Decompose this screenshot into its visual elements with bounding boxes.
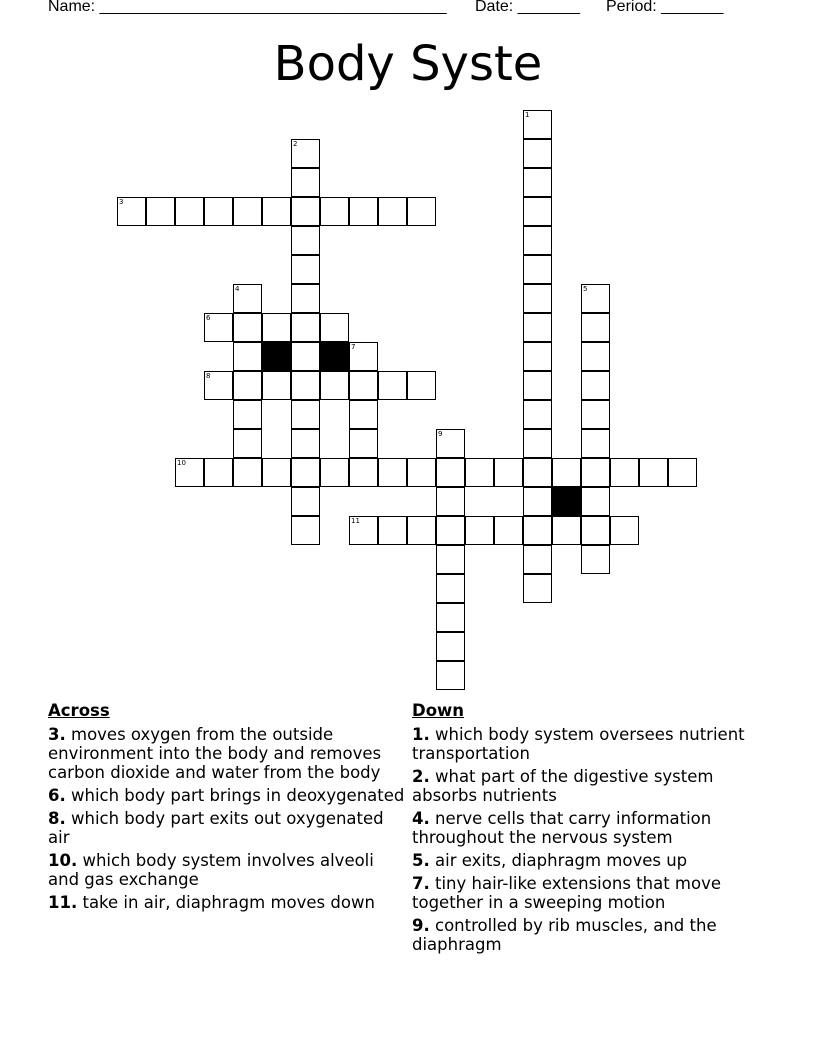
crossword-cell[interactable]: [436, 661, 465, 690]
crossword-cell[interactable]: [233, 371, 262, 400]
crossword-cell[interactable]: [349, 458, 378, 487]
crossword-cell[interactable]: [523, 516, 552, 545]
crossword-cell[interactable]: [523, 110, 552, 139]
clue-text: which body part brings in deoxygenated: [65, 786, 405, 805]
crossword-cell[interactable]: [262, 458, 291, 487]
crossword-cell[interactable]: [610, 516, 639, 545]
crossword-cell[interactable]: [610, 458, 639, 487]
crossword-cell[interactable]: [291, 458, 320, 487]
clue-text: controlled by rib muscles, and the diaphragm: [412, 916, 717, 954]
across-heading: Across: [48, 701, 110, 720]
cell-number: 4: [235, 285, 240, 293]
crossword-cell[interactable]: [320, 371, 349, 400]
crossword-cell[interactable]: [581, 400, 610, 429]
clue-text: nerve cells that carry information throughout the nervous system: [412, 809, 712, 847]
crossword-cell[interactable]: [523, 284, 552, 313]
crossword-cell[interactable]: [436, 545, 465, 574]
clue-number: 8.: [48, 809, 66, 828]
crossword-cell[interactable]: [581, 487, 610, 516]
crossword-cell[interactable]: [378, 197, 407, 226]
crossword-cell[interactable]: [175, 458, 204, 487]
crossword-cell[interactable]: [581, 458, 610, 487]
crossword-cell[interactable]: [465, 516, 494, 545]
cell-number: 9: [438, 430, 443, 438]
crossword-cell[interactable]: [349, 400, 378, 429]
clue-text: which body part exits out oxygenated air: [48, 809, 384, 847]
crossword-cell[interactable]: [291, 313, 320, 342]
crossword-cell[interactable]: [581, 545, 610, 574]
crossword-cell[interactable]: [407, 458, 436, 487]
crossword-cell[interactable]: [291, 429, 320, 458]
crossword-cell[interactable]: [407, 197, 436, 226]
clue-number: 1.: [412, 725, 430, 744]
crossword-cell[interactable]: [320, 458, 349, 487]
crossword-cell[interactable]: [204, 313, 233, 342]
crossword-cell[interactable]: [523, 342, 552, 371]
crossword-cell[interactable]: [204, 371, 233, 400]
clue-number: 9.: [412, 916, 430, 935]
crossword-cell[interactable]: [320, 313, 349, 342]
crossword-cell[interactable]: [233, 313, 262, 342]
down-clue: [412, 874, 772, 912]
crossword-cell[interactable]: [291, 400, 320, 429]
crossword-cell[interactable]: [581, 371, 610, 400]
blocked-cell: [320, 342, 349, 371]
clue-text: which body system involves alveoli and gas exchange: [48, 851, 374, 889]
crossword-cell[interactable]: [233, 284, 262, 313]
across-clues: [48, 701, 408, 916]
crossword-cell[interactable]: [581, 313, 610, 342]
clue-number: 4.: [412, 809, 430, 828]
crossword-cell[interactable]: [436, 458, 465, 487]
date-field[interactable]: Date: _______: [475, 0, 580, 15]
clue-text: take in air, diaphragm moves down: [77, 893, 375, 912]
crossword-cell[interactable]: [349, 429, 378, 458]
crossword-cell[interactable]: [523, 255, 552, 284]
down-clue: [412, 767, 772, 805]
across-clue: [48, 893, 408, 912]
crossword-cell[interactable]: [291, 197, 320, 226]
clue-text: which body system oversees nutrient transportation: [412, 725, 745, 763]
crossword-cell[interactable]: [291, 487, 320, 516]
crossword-cell[interactable]: [233, 429, 262, 458]
crossword-cell[interactable]: [523, 313, 552, 342]
crossword-cell[interactable]: [465, 458, 494, 487]
crossword-cell[interactable]: [146, 197, 175, 226]
clue-text: what part of the digestive system absorbs nutrients: [412, 767, 714, 805]
crossword-cell[interactable]: [436, 487, 465, 516]
cell-number: 10: [177, 459, 186, 467]
clue-number: 5.: [412, 851, 430, 870]
across-clue: [48, 725, 408, 782]
clue-text: air exits, diaphragm moves up: [429, 851, 688, 870]
down-clues: [412, 701, 772, 958]
crossword-cell[interactable]: [291, 342, 320, 371]
crossword-cell[interactable]: [436, 603, 465, 632]
crossword-cell[interactable]: [204, 197, 233, 226]
cell-number: 6: [206, 314, 211, 322]
crossword-cell[interactable]: [378, 371, 407, 400]
crossword-cell[interactable]: [233, 342, 262, 371]
crossword-cell[interactable]: [581, 284, 610, 313]
crossword-cell[interactable]: [523, 545, 552, 574]
crossword-cell[interactable]: [494, 458, 523, 487]
crossword-cell[interactable]: [349, 516, 378, 545]
crossword-cell[interactable]: [581, 516, 610, 545]
clue-number: 7.: [412, 874, 430, 893]
crossword-cell[interactable]: [436, 516, 465, 545]
crossword-cell[interactable]: [291, 226, 320, 255]
crossword-cell[interactable]: [639, 458, 668, 487]
crossword-cell[interactable]: [581, 342, 610, 371]
crossword-cell[interactable]: [204, 458, 233, 487]
clue-number: 10.: [48, 851, 78, 870]
clue-number: 3.: [48, 725, 66, 744]
crossword-cell[interactable]: [349, 342, 378, 371]
crossword-cell[interactable]: [233, 458, 262, 487]
clue-text: moves oxygen from the outside environment into the body and removes carbon dioxide and water from the body: [48, 725, 382, 782]
crossword-cell[interactable]: [262, 197, 291, 226]
clue-number: 11.: [48, 893, 78, 912]
cell-number: 7: [351, 343, 356, 351]
crossword-cell[interactable]: [262, 313, 291, 342]
crossword-cell[interactable]: [523, 226, 552, 255]
crossword-cell[interactable]: [407, 371, 436, 400]
crossword-cell[interactable]: [523, 371, 552, 400]
crossword-cell[interactable]: [320, 197, 349, 226]
crossword-cell[interactable]: [291, 516, 320, 545]
down-heading: Down: [412, 701, 465, 720]
crossword-cell[interactable]: [523, 197, 552, 226]
crossword-cell[interactable]: [581, 429, 610, 458]
cell-number: 2: [293, 140, 298, 148]
crossword-cell[interactable]: [349, 371, 378, 400]
crossword-cell[interactable]: [378, 458, 407, 487]
crossword-cell[interactable]: [262, 371, 291, 400]
blocked-cell: [552, 487, 581, 516]
across-clue: [48, 786, 408, 805]
crossword-cell[interactable]: [668, 458, 697, 487]
crossword-cell[interactable]: [378, 516, 407, 545]
period-field[interactable]: Period: _______: [606, 0, 724, 15]
crossword-cell[interactable]: [436, 429, 465, 458]
cell-number: 1: [525, 111, 530, 119]
down-clue: [412, 851, 772, 870]
crossword-cell[interactable]: [523, 429, 552, 458]
crossword-cell[interactable]: [523, 139, 552, 168]
crossword-cell[interactable]: [175, 197, 204, 226]
crossword-cell[interactable]: [233, 400, 262, 429]
crossword-cell[interactable]: [117, 197, 146, 226]
crossword-cell[interactable]: [233, 197, 262, 226]
crossword-cell[interactable]: [291, 255, 320, 284]
crossword-cell[interactable]: [523, 487, 552, 516]
clue-number: 6.: [48, 786, 66, 805]
crossword-cell[interactable]: [349, 197, 378, 226]
cell-number: 5: [583, 285, 588, 293]
across-clue: [48, 809, 408, 847]
crossword-cell[interactable]: [436, 574, 465, 603]
crossword-cell[interactable]: [291, 139, 320, 168]
crossword-cell[interactable]: [436, 632, 465, 661]
page-title: Body Syste: [273, 36, 543, 92]
crossword-cell[interactable]: [407, 516, 436, 545]
clue-number: 2.: [412, 767, 430, 786]
down-clue: [412, 809, 772, 847]
crossword-cell[interactable]: [523, 574, 552, 603]
blocked-cell: [262, 342, 291, 371]
clue-text: tiny hair-like extensions that move together in a sweeping motion: [412, 874, 721, 912]
crossword-cell[interactable]: [291, 371, 320, 400]
cell-number: 3: [119, 198, 124, 206]
across-clue: [48, 851, 408, 889]
cell-number: 11: [351, 517, 360, 525]
crossword-cell[interactable]: [552, 458, 581, 487]
crossword-cell[interactable]: [523, 168, 552, 197]
down-clue: [412, 725, 772, 763]
crossword-cell[interactable]: [523, 458, 552, 487]
crossword-cell[interactable]: [494, 516, 523, 545]
cell-number: 8: [206, 372, 211, 380]
name-field[interactable]: Name: _______________________________________: [48, 0, 447, 15]
crossword-cell[interactable]: [291, 284, 320, 313]
down-clue: [412, 916, 772, 954]
crossword-cell[interactable]: [291, 168, 320, 197]
crossword-cell[interactable]: [552, 516, 581, 545]
crossword-cell[interactable]: [523, 400, 552, 429]
